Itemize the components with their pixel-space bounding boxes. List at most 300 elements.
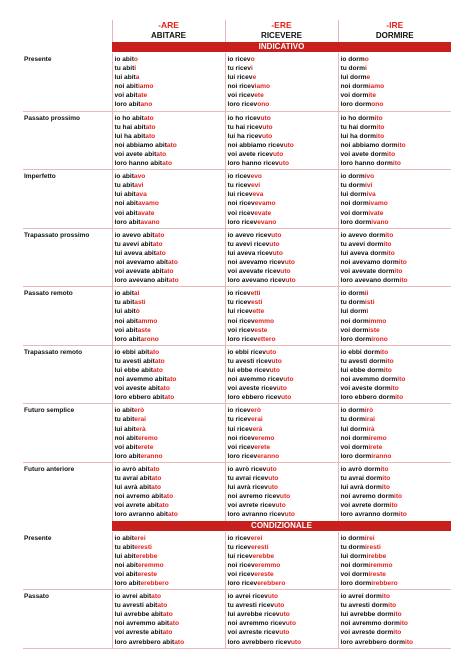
verb-form: [341, 601, 452, 610]
verb-form-stem: noi ricev: [227, 434, 255, 442]
verb-form: [341, 114, 452, 123]
verb-form-stem: lui abit: [114, 425, 136, 433]
verb-form-stem: tu hai ricev: [227, 123, 263, 131]
verb-form-stem: noi abit: [114, 83, 138, 91]
verb-form: [228, 199, 338, 208]
verb-form: [115, 474, 225, 483]
verb-form-stem: loro avrebbero dorm: [340, 638, 405, 646]
verb-form-ending: ato: [145, 123, 156, 131]
verb-form: [228, 132, 338, 141]
verb-form-ending: uto: [279, 629, 290, 637]
verb-form: [115, 218, 225, 227]
verb-form-stem: voi aveste abit: [114, 385, 160, 393]
verb-form: [115, 73, 225, 82]
header-corner: [23, 20, 112, 31]
verb-form: [228, 601, 338, 610]
verb-form: [341, 628, 452, 637]
tense-name: Passato prossimo: [23, 111, 112, 170]
verb-form-ending: erà: [135, 425, 146, 433]
verb-form: [115, 82, 225, 91]
tense-row: [23, 462, 451, 520]
verb-form: [341, 240, 452, 249]
verb-form: [115, 543, 225, 552]
verb-form: [228, 181, 338, 190]
verb-form-stem: lui dorm: [340, 552, 367, 560]
verb-form-stem: tu avevi abit: [114, 240, 153, 248]
verb-form: [341, 492, 452, 501]
verb-form: [115, 465, 225, 474]
verb-form: [341, 172, 452, 181]
verb-form-ending: iste: [368, 326, 380, 334]
verb-form-stem: tu avesti abit: [114, 357, 155, 365]
verb-form-ending: ato: [149, 348, 160, 356]
verb-form-ending: ito: [383, 367, 392, 374]
verb-form: [228, 406, 338, 415]
infinitive-ricevere: RICEVERE: [225, 31, 338, 43]
verb-form: [115, 434, 225, 443]
verb-form-stem: voi avevate abit: [114, 268, 164, 276]
verb-form-stem: voi abit: [114, 570, 138, 578]
verb-form: [228, 415, 338, 424]
ending-ire: -IRE: [338, 20, 451, 31]
conjugation-cell: [112, 111, 225, 170]
verb-form: [115, 150, 225, 159]
verb-form: [115, 375, 225, 384]
verb-form: [228, 619, 338, 628]
verb-form-ending: uto: [271, 357, 282, 365]
tense-row: [23, 590, 451, 649]
verb-form-ending: erà: [252, 425, 263, 433]
verb-form: [228, 218, 338, 227]
verb-form-stem: tu avesti dorm: [340, 357, 386, 365]
verb-form: [341, 474, 452, 483]
verb-form-ending: ette: [252, 308, 265, 316]
verb-form: [228, 150, 338, 159]
verb-form-ending: uto: [269, 240, 280, 248]
verb-form-ending: ato: [151, 593, 162, 601]
verb-form-ending: uto: [267, 484, 279, 492]
verb-form-ending: ettero: [257, 335, 276, 343]
verb-form: [115, 258, 225, 267]
verb-form: [228, 510, 338, 519]
conjugation-cell: [338, 228, 451, 287]
verb-form-stem: voi abit: [114, 209, 138, 217]
verb-form-ending: ato: [162, 160, 173, 168]
verb-form: [341, 335, 452, 344]
verb-form: [115, 209, 225, 218]
conjugation-cell: [338, 462, 451, 520]
verb-form-ending: irete: [368, 443, 383, 451]
verb-form: [115, 159, 225, 168]
verb-form-ending: uto: [265, 348, 277, 356]
conjugation-cell: [338, 345, 451, 404]
verb-form-ending: uto: [279, 493, 291, 501]
verb-form: [341, 384, 452, 393]
verb-form-stem: voi aveste dorm: [340, 385, 391, 393]
verb-form-stem: io avrò abit: [114, 465, 150, 473]
verb-form-stem: voi ricev: [227, 92, 255, 100]
verb-form-ending: eremo: [254, 434, 275, 442]
verb-form: [228, 91, 338, 100]
verb-form-stem: noi abit: [114, 561, 138, 569]
verb-form-stem: io dorm: [340, 290, 365, 298]
verb-form-ending: ato: [151, 484, 162, 492]
verb-form-stem: tu dorm: [340, 299, 366, 307]
verb-form: [341, 159, 452, 168]
verb-form-ending: ato: [166, 376, 177, 384]
verb-form-stem: voi avreste dorm: [340, 629, 394, 637]
verb-form-stem: noi avemmo ricev: [227, 376, 284, 384]
tense-row: [23, 53, 451, 112]
conjugation-cell: [338, 590, 451, 649]
verb-form-stem: io dorm: [340, 407, 365, 415]
verb-form: [228, 289, 338, 298]
tense-name: Passato remoto: [23, 287, 112, 346]
verb-form-stem: lui avrebbe abit: [114, 611, 163, 619]
verb-form-ending: avi: [134, 182, 144, 190]
verb-form-ending: i: [365, 65, 367, 73]
verb-form-stem: loro abit: [114, 579, 141, 587]
conjugation-cell: [225, 228, 338, 287]
verb-form-ending: uto: [276, 385, 287, 393]
verb-form: [115, 199, 225, 208]
conjugation-cell: [112, 170, 225, 229]
verb-form-stem: lui ha ricev: [227, 132, 262, 140]
verb-form-ending: evo: [250, 173, 262, 181]
verb-form-ending: evi: [250, 182, 261, 190]
verb-form: [228, 425, 338, 434]
verb-form-ending: erebbero: [140, 579, 169, 587]
verb-form-ending: evamo: [254, 200, 276, 208]
verb-form-ending: e: [252, 74, 257, 82]
verb-form: [115, 231, 225, 240]
verb-form-ending: ito: [394, 268, 403, 276]
verb-form-stem: io ricev: [227, 534, 251, 542]
verb-form-stem: loro hanno abit: [114, 160, 163, 168]
verb-form: [115, 570, 225, 579]
verb-form-stem: tu avresti dorm: [340, 602, 389, 610]
verb-form-ending: erei: [133, 534, 146, 542]
verb-form-ending: eremmo: [137, 561, 164, 569]
verb-form: [228, 190, 338, 199]
conjugation-cell: [112, 462, 225, 520]
verb-form-ending: ato: [152, 240, 163, 248]
verb-form: [228, 317, 338, 326]
verb-form-ending: ito: [376, 132, 385, 140]
verb-form-ending: ammo: [137, 317, 158, 325]
verb-form-ending: ito: [397, 141, 406, 149]
verb-form-stem: voi dorm: [340, 92, 369, 100]
verb-form: [341, 82, 452, 91]
verb-form-stem: voi abit: [114, 92, 138, 100]
verb-form-stem: noi ricev: [227, 561, 255, 569]
verb-form-stem: loro dorm: [340, 452, 372, 460]
verb-form: [228, 172, 338, 181]
verb-form-stem: voi abit: [114, 326, 138, 334]
mood-row-spacer: [23, 42, 112, 53]
verb-form-ending: ito: [380, 348, 389, 356]
verb-form-stem: loro ebbero ricev: [227, 394, 282, 402]
verb-form-stem: noi ricev: [227, 317, 255, 325]
verb-form: [228, 298, 338, 307]
verb-form-ending: erete: [137, 443, 154, 451]
verb-form-stem: tu hai dorm: [340, 123, 377, 131]
verb-form: [341, 73, 452, 82]
verb-form-ending: ava: [135, 191, 147, 199]
verb-form-ending: erò: [250, 407, 261, 415]
verb-form: [228, 159, 338, 168]
verb-form: [228, 492, 338, 501]
verb-form: [115, 366, 225, 375]
verb-form-ending: eremo: [137, 434, 158, 442]
verb-form: [341, 510, 452, 519]
verb-form-ending: erebbe: [135, 552, 158, 560]
verb-form-stem: voi avrete dorm: [340, 502, 390, 510]
verb-form-ending: erete: [254, 443, 271, 451]
verb-form-ending: ono: [371, 101, 384, 109]
verb-form-ending: ato: [168, 258, 178, 266]
verb-form: [341, 91, 452, 100]
conjugation-cell: [112, 531, 225, 590]
verb-form-ending: a: [135, 74, 140, 82]
verb-form: [341, 561, 452, 570]
verb-form: [115, 534, 225, 543]
verb-form-ending: o: [364, 56, 369, 63]
verb-form: [341, 209, 452, 218]
verb-form: [115, 100, 225, 109]
verb-form-ending: evano: [257, 218, 277, 226]
verb-form-stem: tu avesti ricev: [227, 357, 272, 365]
verb-form-stem: io ebbi abit: [114, 348, 150, 356]
verb-form: [228, 100, 338, 109]
verb-form-stem: lui avrà abit: [114, 484, 152, 492]
verb-form-stem: lui abit: [114, 74, 136, 82]
verb-form-stem: noi avevamo dorm: [340, 258, 399, 266]
verb-form-stem: loro dorm: [340, 218, 372, 226]
verb-form-ending: ato: [152, 367, 163, 374]
verb-form-stem: lui dorm: [340, 191, 367, 199]
verb-form-ending: avano: [140, 218, 160, 226]
verb-form-stem: lui abit: [114, 191, 136, 199]
verb-form: [341, 267, 452, 276]
verb-form-stem: io abit: [114, 173, 134, 181]
verb-form: [115, 384, 225, 393]
verb-form-stem: noi avremo ricev: [227, 493, 280, 501]
verb-form: [341, 415, 452, 424]
verb-form-ending: uto: [278, 160, 290, 168]
verb-form-stem: noi avevamo abit: [114, 258, 169, 266]
verb-form: [115, 276, 225, 285]
verb-form-stem: tu abit: [114, 65, 135, 73]
verb-form: [341, 638, 452, 647]
verb-form: [228, 326, 338, 335]
verb-form: [341, 552, 452, 561]
verb-form: [341, 123, 452, 132]
verb-form: [115, 267, 225, 276]
verb-form-stem: lui ricev: [227, 552, 253, 560]
tense-name: Futuro anteriore: [23, 462, 112, 520]
verb-form: [341, 326, 452, 335]
verb-form-ending: ereste: [137, 570, 158, 578]
conjugation-cell: [225, 345, 338, 404]
verb-form-stem: loro ricev: [227, 579, 258, 587]
mood-heading: CONDIZIONALE: [112, 521, 451, 532]
verb-form: [228, 276, 338, 285]
verb-form: [115, 501, 225, 510]
verb-form-stem: loro ebbero abit: [114, 394, 165, 402]
verb-form-ending: immo: [368, 317, 387, 325]
verb-form-stem: io ricev: [227, 56, 251, 63]
verb-form-stem: lui aveva dorm: [340, 249, 387, 257]
verb-form-stem: noi avremo abit: [114, 493, 164, 501]
verb-form-ending: ito: [399, 620, 408, 628]
verb-form-ending: erò: [133, 407, 145, 415]
verb-form-stem: tu ricev: [227, 299, 251, 307]
verb-form-ending: avate: [137, 209, 155, 217]
verb-form-stem: lui dorm: [340, 308, 367, 316]
verb-form-stem: noi dorm: [340, 83, 369, 91]
verb-form: [115, 240, 225, 249]
verb-form-ending: eva: [252, 191, 264, 199]
verb-form: [228, 534, 338, 543]
verb-form-ending: uto: [284, 258, 295, 266]
verb-form: [341, 307, 452, 316]
verb-form-stem: loro dorm: [340, 335, 372, 343]
verb-form-stem: lui ricev: [227, 308, 253, 316]
verb-form-stem: noi abbiamo ricev: [227, 141, 284, 149]
verb-form-ending: irebbero: [371, 579, 398, 587]
verb-form-stem: lui ricev: [227, 191, 253, 199]
verb-form-stem: loro abit: [114, 335, 141, 343]
verb-form: [228, 141, 338, 150]
verb-form: [228, 249, 338, 258]
verb-form-ending: irai: [365, 416, 375, 424]
verb-form: [228, 384, 338, 393]
verb-form-ending: ivamo: [368, 200, 388, 208]
verb-form: [228, 366, 338, 375]
verb-form-ending: uto: [281, 394, 292, 402]
verb-form: [228, 64, 338, 73]
verb-form-stem: tu abit: [114, 299, 135, 307]
infinitive-dormire: DORMIRE: [338, 31, 451, 43]
verb-form-ending: uto: [275, 502, 286, 510]
verb-form-ending: emmo: [254, 317, 275, 325]
verb-form-stem: lui avrà ricev: [227, 484, 268, 492]
verb-form: [341, 357, 452, 366]
verb-form: [115, 289, 225, 298]
verb-form-stem: lui ricev: [227, 74, 253, 82]
verb-form-stem: voi aveste ricev: [227, 385, 277, 393]
verb-form-ending: erai: [250, 416, 263, 424]
conjugation-cell: [225, 462, 338, 520]
verb-form: [341, 443, 452, 452]
verb-form-stem: tu avrai abit: [114, 475, 152, 483]
verb-form: [115, 123, 225, 132]
verb-form: [341, 55, 452, 64]
verb-form-stem: io ricev: [227, 407, 251, 415]
verb-form-stem: io avrei ricev: [227, 593, 268, 601]
verb-form: [228, 357, 338, 366]
verb-form-ending: o: [250, 56, 255, 63]
conjugation-cell: [338, 404, 451, 463]
verb-form-stem: tu ricev: [227, 65, 251, 73]
verb-form-ending: este: [254, 326, 268, 334]
verb-form-stem: voi avrete abit: [114, 502, 159, 510]
verb-form: [115, 610, 225, 619]
verb-form-stem: voi avrete ricev: [227, 502, 276, 510]
verb-form-stem: voi avreste ricev: [227, 629, 280, 637]
verb-form-ending: ì: [366, 308, 369, 316]
verb-form: [341, 276, 452, 285]
verb-form-stem: loro avrebbero abit: [114, 638, 175, 646]
verb-form: [228, 452, 338, 461]
verb-form-stem: noi abbiamo dorm: [340, 141, 398, 149]
verb-ending-row: [23, 20, 451, 31]
verb-form-stem: io abit: [114, 290, 134, 298]
verb-form-stem: io avrei abit: [114, 593, 152, 601]
verb-form: [228, 628, 338, 637]
verb-form-ending: ato: [169, 620, 179, 628]
verb-form: [228, 610, 338, 619]
verb-form-ending: irebbe: [366, 552, 387, 560]
verb-form-ending: erebbe: [252, 552, 275, 560]
verb-form: [228, 73, 338, 82]
verb-form-stem: tu dorm: [340, 65, 366, 73]
tense-name: Trapassato remoto: [23, 345, 112, 404]
verb-form-stem: loro ebbero dorm: [340, 394, 396, 402]
verb-form: [341, 619, 452, 628]
conjugation-cell: [112, 228, 225, 287]
conjugation-cell: [338, 531, 451, 590]
verb-form-stem: lui dorm: [340, 74, 367, 82]
tense-name: Trapassato prossimo: [23, 228, 112, 287]
verb-form-ending: evate: [254, 209, 272, 217]
verb-form: [228, 375, 338, 384]
verb-form-stem: io avevo ricev: [227, 231, 272, 239]
verb-form-stem: tu avevi dorm: [340, 240, 384, 248]
verb-form-stem: tu ricev: [227, 182, 251, 190]
verb-form-ending: iamo: [137, 83, 154, 91]
verb-form-stem: noi abbiamo abit: [114, 141, 167, 149]
verb-form: [341, 249, 452, 258]
verb-form-stem: tu avresti abit: [114, 602, 158, 610]
verb-form-stem: io ricev: [227, 290, 251, 298]
verb-form: [115, 298, 225, 307]
verb-form-ending: ato: [163, 493, 174, 501]
tense-name: Presente: [23, 531, 112, 590]
verb-form-stem: tu hai abit: [114, 123, 146, 131]
conjugation-cell: [338, 170, 451, 229]
verb-form: [228, 267, 338, 276]
verb-form: [115, 619, 225, 628]
verb-form-stem: lui aveva abit: [114, 249, 156, 257]
verb-form: [115, 348, 225, 357]
verb-form-stem: loro abit: [114, 218, 141, 226]
verb-form: [115, 561, 225, 570]
verb-form: [115, 317, 225, 326]
verb-form-stem: voi ricev: [227, 443, 255, 451]
verb-form-ending: ito: [388, 602, 397, 610]
verb-form-stem: lui ebbe ricev: [227, 367, 270, 374]
verb-form-ending: uto: [285, 620, 297, 628]
verb-form-ending: ivate: [368, 209, 384, 217]
conjugation-cell: [112, 345, 225, 404]
verb-form-stem: noi abit: [114, 434, 138, 442]
verb-form-ending: erai: [134, 416, 147, 424]
verb-form-stem: noi dorm: [340, 317, 369, 325]
verb-form-ending: ato: [168, 277, 179, 285]
verb-form: [341, 199, 452, 208]
